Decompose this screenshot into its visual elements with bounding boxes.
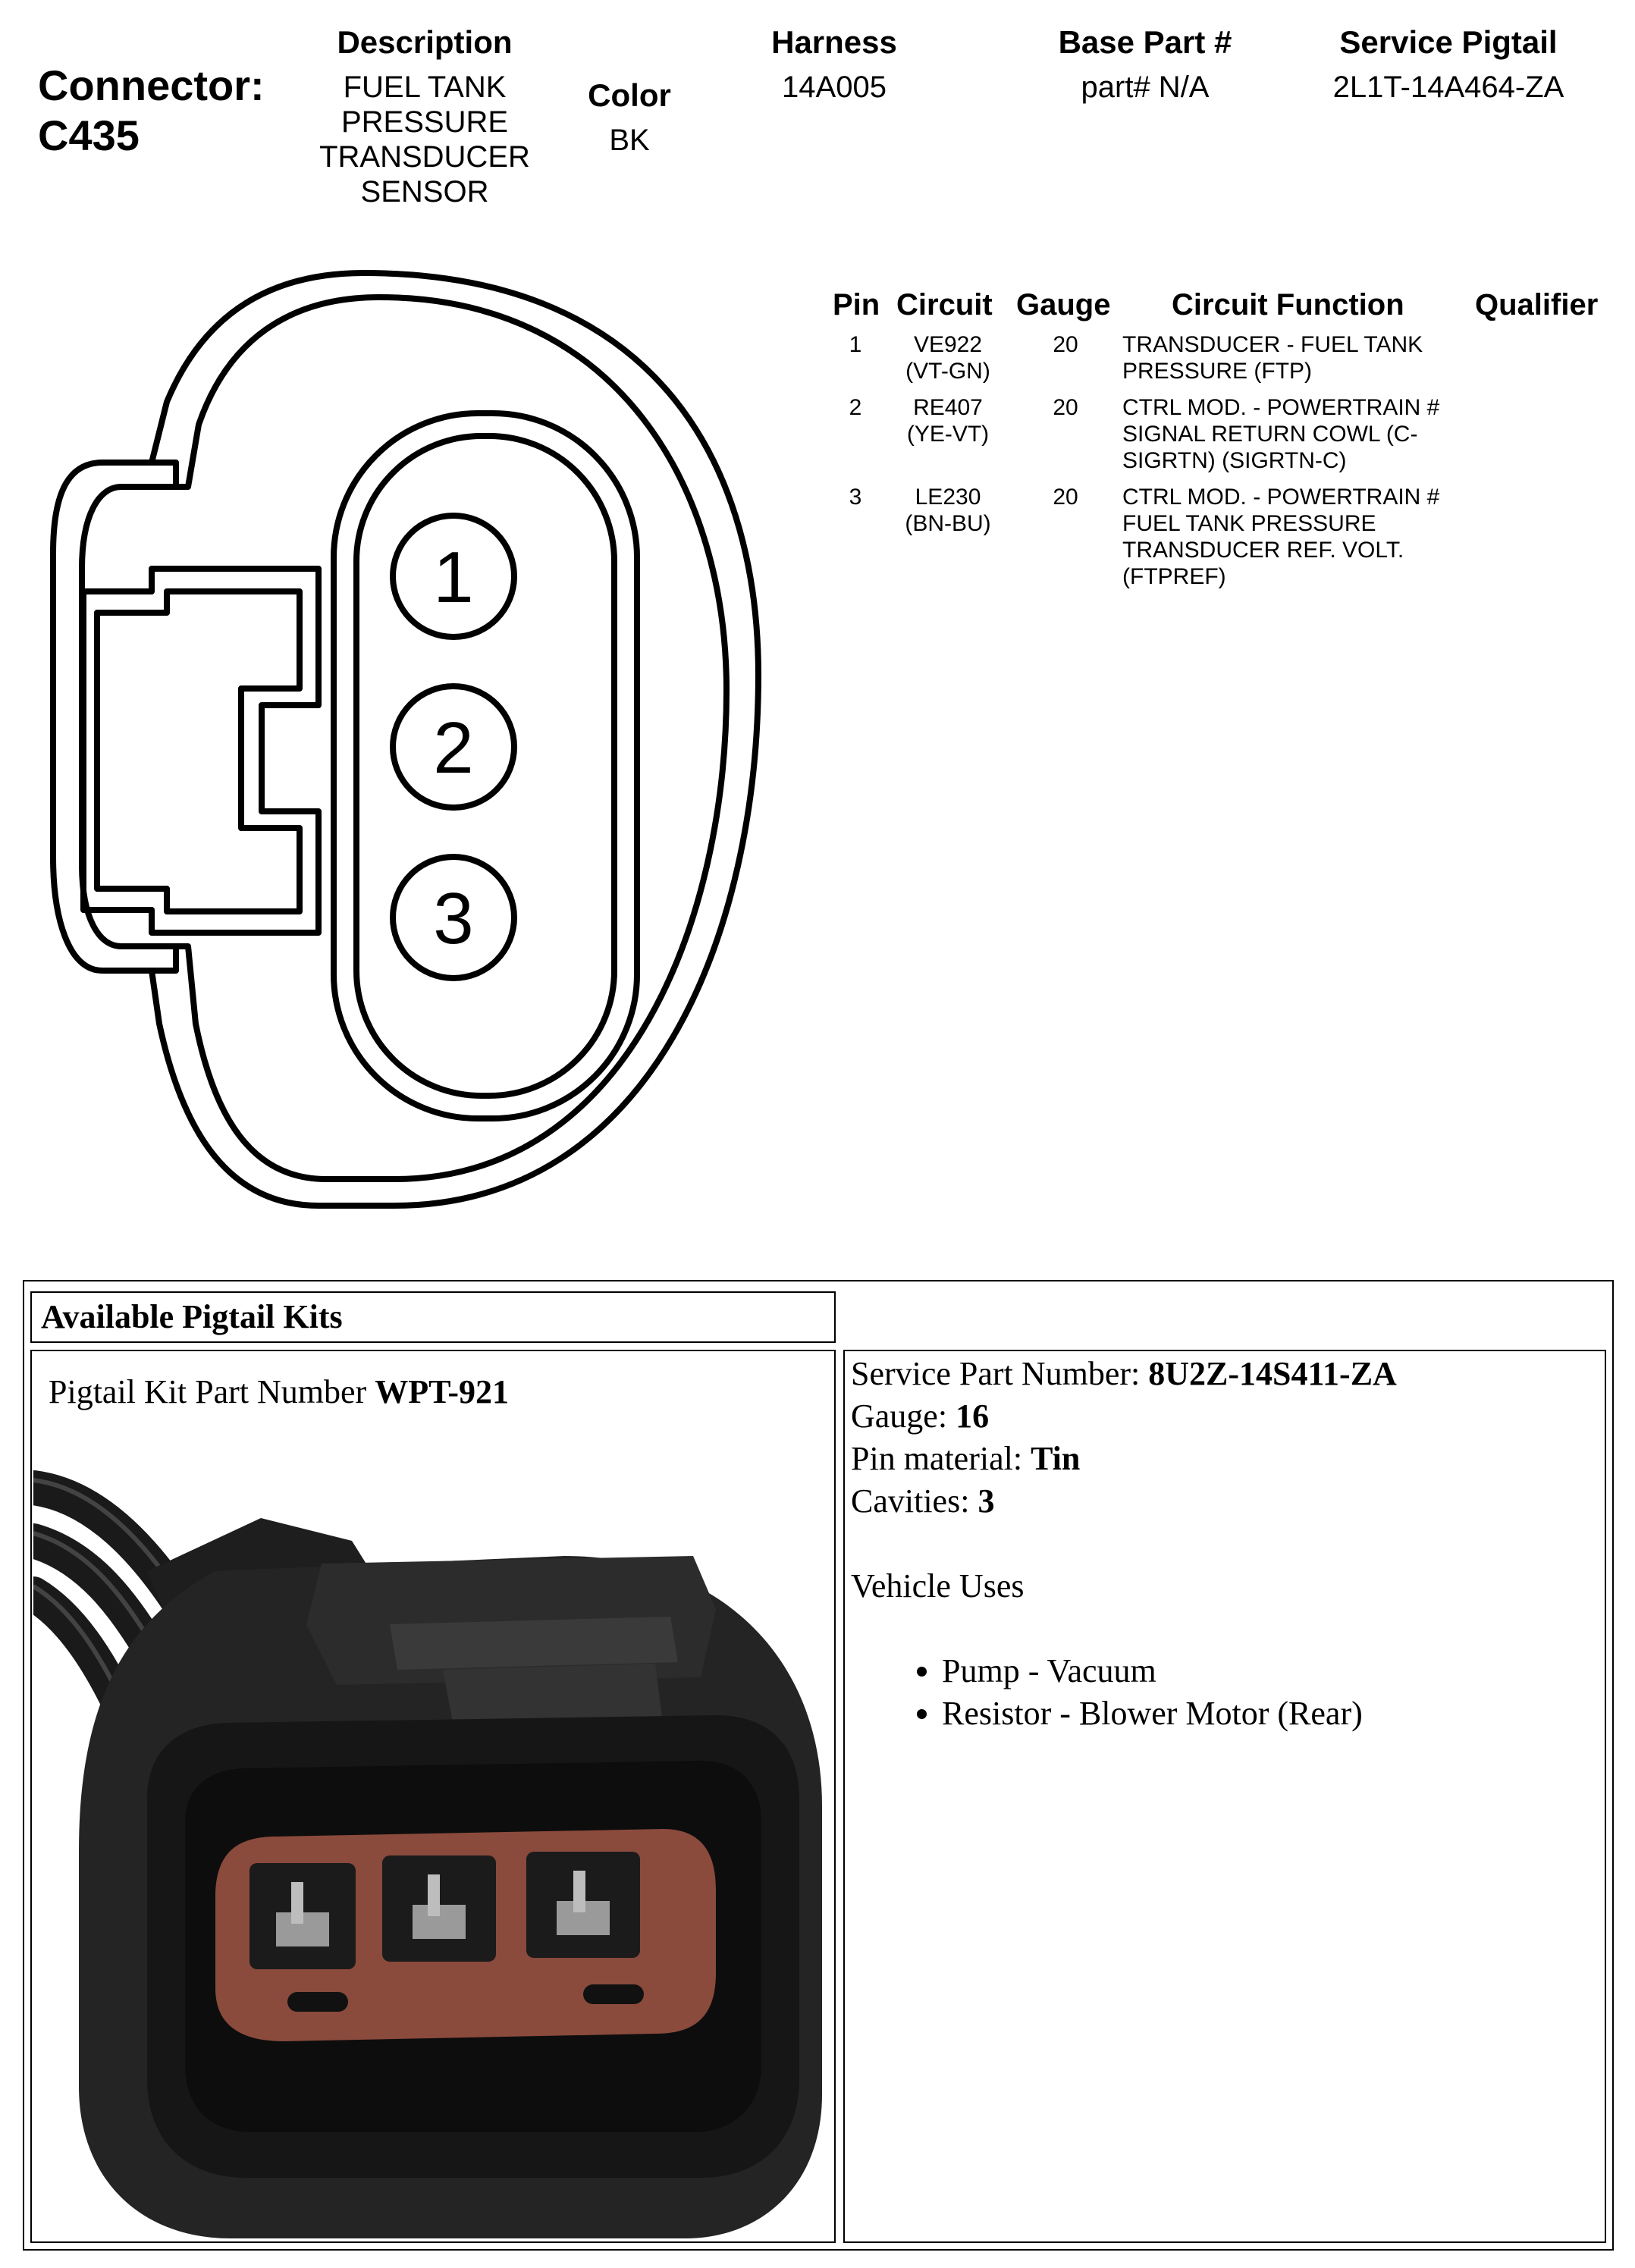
latch-lock-inner	[97, 591, 300, 911]
function-cell: CTRL MOD. - POWERTRAIN # SIGNAL RETURN COWL (C- SIGRTN) (SIGRTN-C)	[1122, 395, 1440, 473]
pin-col-header: Pin	[833, 288, 880, 322]
latch-step-bottom	[137, 946, 176, 971]
connector-id: C435	[38, 111, 140, 159]
kit-details-cell	[843, 1350, 1606, 2243]
gauge-col-header: Gauge	[1016, 288, 1111, 322]
gauge-cell: 20	[1053, 395, 1078, 420]
description-header: Description	[337, 24, 513, 60]
base-part-header: Base Part #	[1058, 24, 1232, 60]
pigtail-connector-photo	[33, 1427, 834, 2241]
circuit-cell: RE407 (YE-VT)	[906, 395, 990, 447]
description-value: FUEL TANK PRESSURE TRANSDUCER SENSOR	[319, 71, 530, 209]
connector-face-diagram	[0, 250, 804, 1251]
latch-step-top	[137, 463, 176, 487]
function-cell: TRANSDUCER - FUEL TANK PRESSURE (FTP)	[1122, 332, 1423, 384]
service-pigtail-value: 2L1T-14A464-ZA	[1332, 71, 1564, 104]
function-cell: CTRL MOD. - POWERTRAIN # FUEL TANK PRESSURE TRANSDUCER REF. VOLT. (FTPREF)	[1122, 485, 1440, 589]
function-col-header: Circuit Function	[1172, 288, 1404, 322]
gauge-value: 16	[956, 1398, 990, 1435]
vehicle-uses-list	[851, 1650, 1599, 1735]
connector-title	[38, 61, 265, 161]
pin-cell: 2	[849, 395, 862, 420]
pin-label-2: 2	[433, 707, 474, 789]
pin-cell: 3	[849, 485, 862, 510]
pin-material-line: Pin material: Tin	[851, 1440, 1081, 1477]
gauge-cell: 20	[1053, 485, 1078, 510]
qualifier-col-header: Qualifier	[1475, 288, 1599, 322]
latch-lock-outer	[83, 569, 319, 933]
pin-label-3: 3	[433, 878, 474, 959]
harness-value: 14A005	[782, 71, 887, 104]
kit-part-number: WPT-921	[375, 1373, 510, 1410]
kit-part-line: Pigtail Kit Part Number WPT-921	[49, 1373, 510, 1410]
pin-label-1: 1	[433, 537, 474, 618]
list-item: • Pump - Vacuum	[942, 1650, 1599, 1692]
harness-header: Harness	[771, 24, 897, 60]
vehicle-uses-label: Vehicle Uses	[851, 1567, 1025, 1605]
service-part-number: 8U2Z-14S411-ZA	[1148, 1355, 1397, 1392]
color-header: Color	[588, 77, 671, 113]
kit-image-cell	[30, 1350, 836, 2243]
gauge-line: Gauge: 16	[851, 1398, 990, 1435]
circuit-cell: VE922 (VT-GN)	[905, 332, 990, 384]
circuit-cell: LE230 (BN-BU)	[905, 485, 991, 536]
circuit-col-header: Circuit	[896, 288, 993, 322]
service-pigtail-header: Service Pigtail	[1339, 24, 1558, 60]
color-value: BK	[609, 124, 650, 157]
cavities-value: 3	[978, 1482, 995, 1520]
pin-material-value: Tin	[1031, 1440, 1081, 1477]
pin-cell: 1	[849, 332, 862, 357]
connector-label: Connector:	[38, 61, 265, 109]
gauge-cell: 20	[1053, 332, 1078, 357]
list-item: • Resistor - Blower Motor (Rear)	[942, 1692, 1599, 1735]
base-part-value: part# N/A	[1081, 71, 1210, 104]
kits-title: Available Pigtail Kits	[41, 1298, 343, 1335]
service-part-line: Service Part Number: 8U2Z-14S411-ZA	[851, 1355, 1397, 1392]
kits-title-cell	[30, 1291, 836, 1343]
cavities-line: Cavities: 3	[851, 1482, 995, 1520]
